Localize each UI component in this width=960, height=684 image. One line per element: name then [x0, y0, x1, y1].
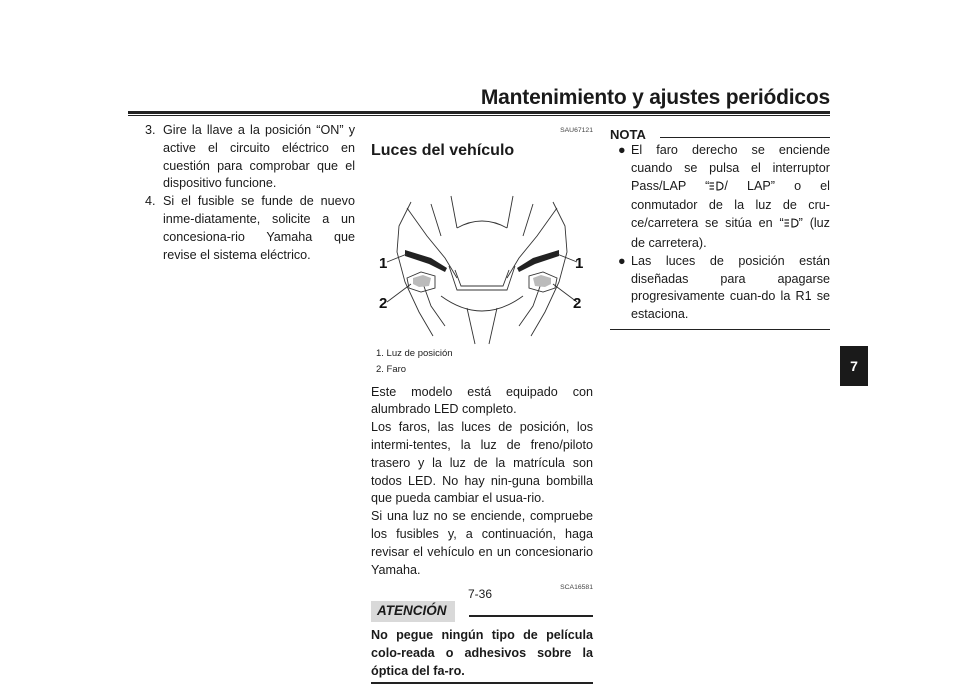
note-rule	[660, 137, 830, 138]
headlight-figure	[371, 166, 593, 346]
note-bottom-rule	[610, 329, 830, 330]
column-3	[610, 122, 830, 330]
list-item-text: Si el fusible se funde de nuevo inme-diatamente, solicite a un concesiona-rio Yamaha que revise el sistema eléctrico.	[163, 194, 355, 262]
chapter-tab: 7	[840, 346, 868, 386]
motorcycle-front-illustration	[371, 166, 593, 346]
list-item-text: Gire la llave a la posición “ON” y active el circuito eléctrico en cuestión para comprobar que el dispositivo funcione.	[163, 123, 355, 191]
paragraph: Este modelo está equipado con alumbrado LED completo.	[371, 384, 593, 417]
note-text: ” (luz de carretera).	[631, 216, 830, 250]
note-header	[610, 122, 830, 140]
figure-caption-1: 1. Luz de posición	[376, 347, 453, 359]
page-header-title: Mantenimiento y ajustes periódicos	[480, 86, 830, 109]
page-number: 7-36	[467, 587, 493, 601]
callout-2-left: 2	[379, 294, 388, 312]
note-label: NOTA	[610, 127, 646, 142]
list-item	[145, 122, 355, 193]
header-rule	[128, 111, 830, 114]
list-item-number: 3.	[145, 123, 156, 137]
attention-rule	[469, 615, 593, 617]
column-1	[145, 122, 355, 264]
bullet-icon: ●	[618, 143, 626, 157]
callout-1-right: 1	[575, 254, 584, 272]
attention-header	[371, 601, 593, 621]
note-bullet-item	[610, 142, 830, 253]
section-body	[371, 384, 593, 580]
section-code: SAU67121	[560, 127, 593, 134]
header-rule-thin	[128, 115, 830, 116]
attention-bottom-rule	[371, 682, 593, 684]
note-text: Las luces de posición están diseñadas para apagarse progresivamente cuan-do la R1 se estaciona.	[631, 253, 830, 322]
list-item	[145, 193, 355, 264]
callout-2-right: 2	[573, 294, 582, 312]
figure-caption-2: 2. Faro	[376, 363, 407, 375]
note-text: El faro derecho se enciende cuando se pulsa el interruptor Pass/LAP “	[631, 143, 830, 193]
bullet-icon: ●	[618, 253, 626, 268]
callout-1-left: 1	[379, 254, 388, 272]
note-bullet-item	[610, 253, 830, 324]
headlight-high-beam-icon	[784, 217, 799, 235]
attention-badge: ATENCIÓN	[371, 601, 455, 622]
attention-text: No pegue ningún tipo de película colo-reada o adhesivos sobre la óptica del fa-ro.	[371, 628, 593, 678]
paragraph: Los faros, las luces de posición, los intermi-tentes, la luz de freno/piloto trasero y la luz de la matrícula son todos LED. No hay nin-guna bombilla que pueda cambiar el usua-rio.	[371, 420, 593, 506]
note-text: / LAP” o el conmutador de la luz de cru-ce/carretera se sitúa en “	[631, 178, 830, 231]
list-item-number: 4.	[145, 194, 156, 209]
paragraph: Si una luz no se enciende, compruebe los fusibles y, a continuación, haga revisar el vehículo en un concesionario Yamaha.	[371, 509, 593, 577]
attention-code: SCA16581	[560, 584, 593, 592]
headlight-high-beam-icon	[709, 180, 724, 198]
section-heading: Luces del vehículo	[371, 141, 515, 159]
